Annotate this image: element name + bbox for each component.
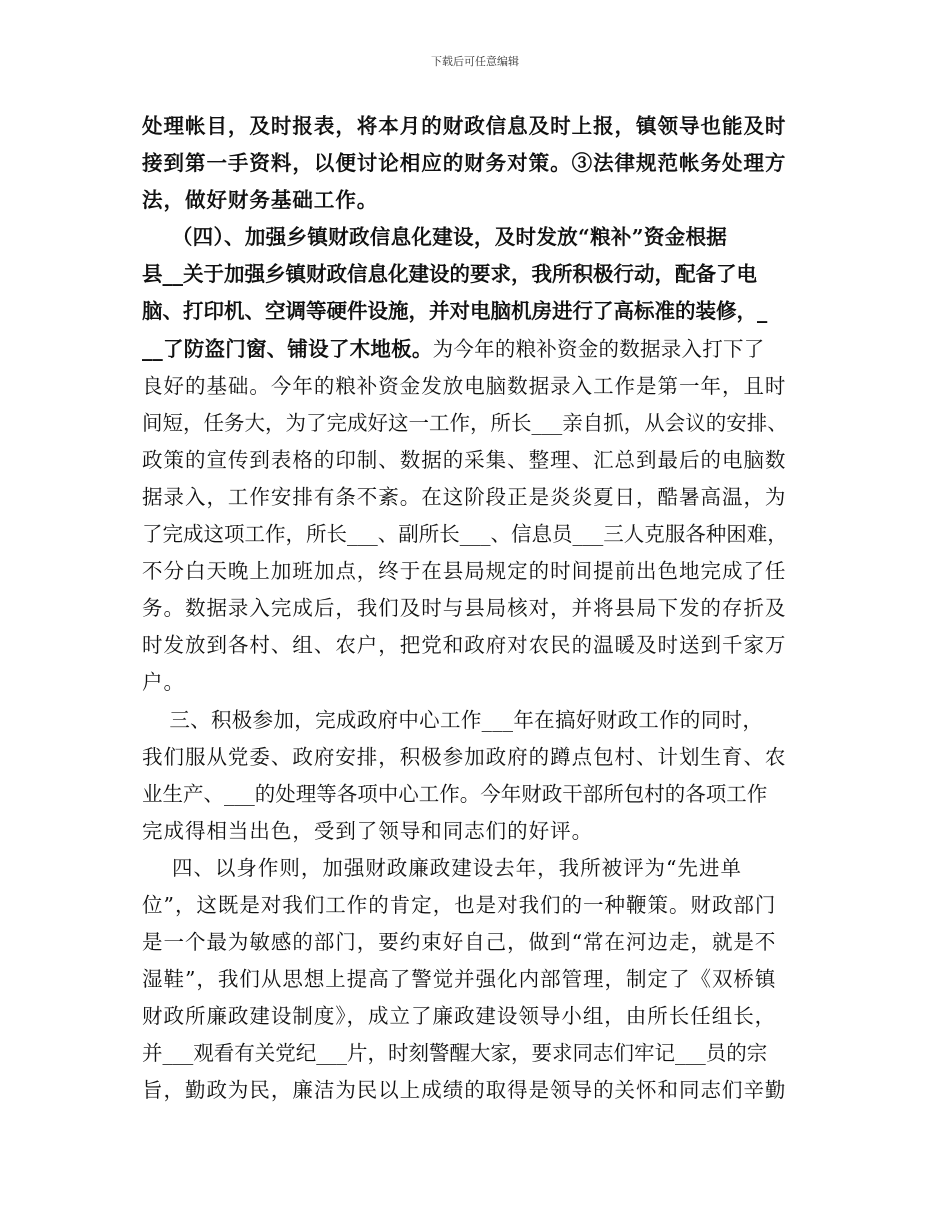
text-line: 处理帐目，及时报表，将本月的财政信息及时上报，镇领导也能及时: [142, 114, 787, 138]
page-header: 下载后可任意编辑: [431, 55, 519, 68]
text-line: 位”，这既是对我们工作的肯定，也是对我们的一种鞭策。财政部门: [142, 892, 777, 917]
text-line: 财政所廉政建设制度》，成立了廉政建设领导小组，由所长任组长，: [142, 1004, 777, 1029]
document-body: [142, 108, 830, 1110]
text-line: 政策的宣传到表格的印制、数据的采集、整理、汇总到最后的电脑数: [142, 447, 787, 472]
text-line: 业生产、___的处理等各项中心工作。今年财政干部所包村的各项工作: [142, 781, 768, 806]
text-line: 旨，勤政为民，廉洁为民以上成绩的取得是领导的关怀和同志们辛勤: [142, 1078, 787, 1103]
text-line: 并___观看有关党纪___片，时刻警醒大家，要求同志们牢记___员的宗: [142, 1041, 768, 1066]
text-line: 脑、打印机、空调等硬件设施，并对电脑机房进行了高标准的装修，_: [142, 299, 768, 324]
text-line: 我们服从党委、政府安排，积极参加政府的蹲点包村、计划生育、农: [142, 744, 787, 769]
text-line: 据录入，工作安排有条不紊。在这阶段正是炎炎夏日，酷暑高温，为: [142, 484, 787, 509]
regular-run: 为今年的粮补资金的数据录入打下了: [432, 336, 765, 361]
text-line: 法，做好财务基础工作。: [142, 188, 379, 213]
text-line: 是一个最为敏感的部门，要约束好自己，做到“常在河边走，就是不: [142, 930, 777, 955]
text-line: 户。: [142, 670, 185, 695]
text-line: 不分白天晚上加班加点，终于在县局规定的时间提前出色地完成了任: [142, 559, 787, 584]
text-line: 完成得相当出色，受到了领导和同志们的好评。: [142, 818, 594, 843]
text-line: 务。数据录入完成后，我们及时与县局核对，并将县局下发的存折及: [142, 596, 787, 621]
text-line: 间短，任务大，为了完成好这一工作，所长___亲自抓，从会议的安排、: [142, 410, 788, 435]
text-line: 良好的基础。今年的粮补资金发放电脑数据录入工作是第一年，且时: [142, 373, 787, 398]
bold-run: __了防盗门窗、铺设了木地板。: [142, 336, 433, 361]
text-line: 四、以身作则，加强财政廉政建设去年，我所被评为“先进单: [142, 855, 742, 880]
text-line: （四）、加强乡镇财政信息化建设，及时发放“粮补”资金根据: [142, 225, 728, 250]
text-line: 了完成这项工作，所长___、副所长___、信息员___三人克服各种困难，: [142, 522, 788, 547]
text-line: [142, 331, 830, 368]
text-line: 接到第一手资料，以便讨论相应的财务对策。③法律规范帐务处理方: [142, 151, 787, 176]
text-line: 时发放到各村、组、农户，把党和政府对农民的温暖及时送到千家万: [142, 633, 787, 658]
text-line: 湿鞋”，我们从思想上提高了警觉并强化内部管理，制定了《双桥镇: [142, 967, 777, 992]
text-line: 县__关于加强乡镇财政信息化建设的要求，我所积极行动，配备了电: [142, 262, 757, 287]
text-line: 三、积极参加，完成政府中心工作___年在搞好财政工作的同时，: [142, 707, 764, 732]
